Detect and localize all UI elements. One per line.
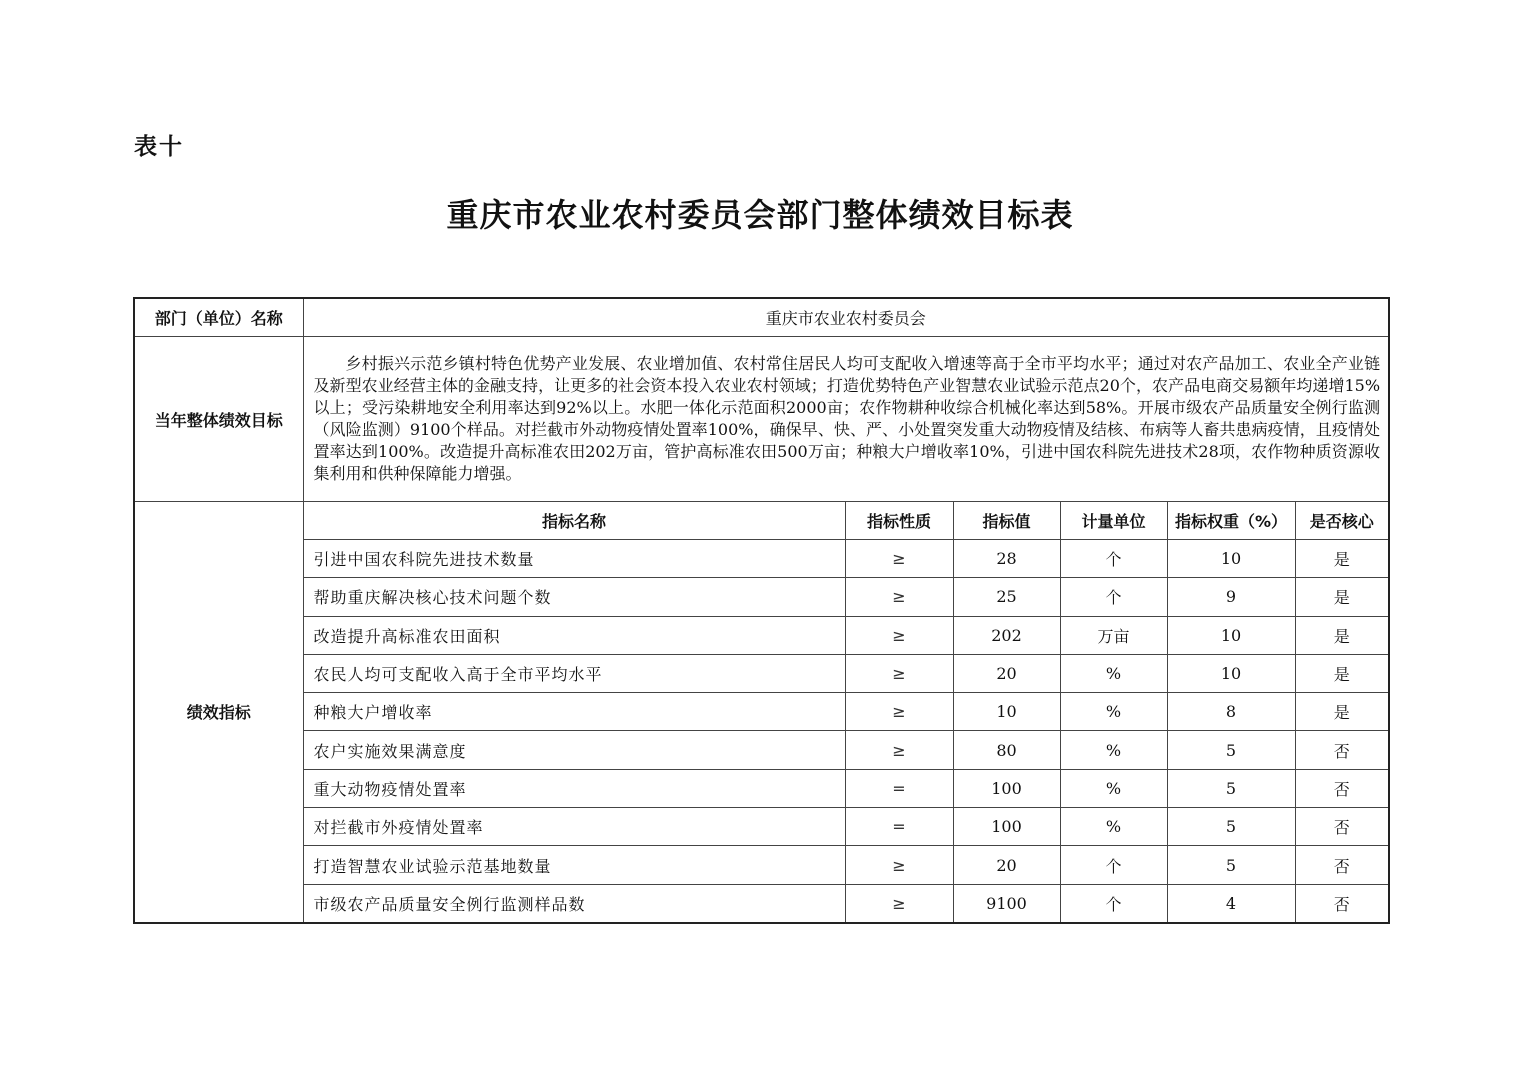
indicator-value: 100 — [953, 808, 1060, 846]
indicator-name: 引进中国农科院先进技术数量 — [303, 540, 845, 578]
table-number: 表十 — [134, 134, 184, 160]
indicator-core: 是 — [1295, 540, 1389, 578]
indicator-nature: ≥ — [845, 693, 953, 731]
indicator-nature: ≥ — [845, 884, 953, 923]
table-row — [134, 616, 1389, 654]
indicator-unit: 个 — [1060, 884, 1167, 923]
indicator-unit: % — [1060, 769, 1167, 807]
indicator-name: 对拦截市外疫情处置率 — [303, 808, 845, 846]
indicator-core: 否 — [1295, 808, 1389, 846]
indicator-core: 否 — [1295, 731, 1389, 769]
indicator-nature: ≥ — [845, 578, 953, 616]
indicator-core: 是 — [1295, 578, 1389, 616]
header-value: 指标值 — [953, 502, 1060, 540]
indicator-value: 9100 — [953, 884, 1060, 923]
indicator-core: 是 — [1295, 693, 1389, 731]
indicator-name: 种粮大户增收率 — [303, 693, 845, 731]
indicator-weight: 5 — [1167, 846, 1295, 884]
indicator-weight: 5 — [1167, 731, 1295, 769]
header-core: 是否核心 — [1295, 502, 1389, 540]
indicator-nature: ≥ — [845, 654, 953, 692]
indicator-name: 农户实施效果满意度 — [303, 731, 845, 769]
table-row — [134, 769, 1389, 807]
indicator-name: 打造智慧农业试验示范基地数量 — [303, 846, 845, 884]
indicator-weight: 5 — [1167, 808, 1295, 846]
dept-value: 重庆市农业农村委员会 — [303, 298, 1389, 337]
indicator-weight: 9 — [1167, 578, 1295, 616]
table-row — [134, 846, 1389, 884]
indicator-nature: = — [845, 769, 953, 807]
indicator-name: 农民人均可支配收入高于全市平均水平 — [303, 654, 845, 692]
dept-row — [134, 298, 1389, 337]
indicator-unit: % — [1060, 731, 1167, 769]
indicator-core: 否 — [1295, 884, 1389, 923]
indicator-weight: 8 — [1167, 693, 1295, 731]
header-name: 指标名称 — [303, 502, 845, 540]
indicator-value: 28 — [953, 540, 1060, 578]
dept-label: 部门（单位）名称 — [134, 298, 303, 337]
indicator-value: 25 — [953, 578, 1060, 616]
goal-text: 乡村振兴示范乡镇村特色优势产业发展、农业增加值、农村常住居民人均可支配收入增速等高于全市平均水平；通过对农产品加工、农业全产业链及新型农业经营主体的金融支持，让更多的社会资本投入农业农村领域；打造优势特色产业智慧农业试验示范点20个，农产品电商交易额年均递增15%以上；受污染耕地安全利用率达到92%以上。水肥一体化示范面积2000亩；农作物耕种收综合机械化率达到58%。开展市级农产品质量安全例行监测（风险监测）9100个样品。对拦截市外动物疫情处置率100%，确保早、快、严、小处置突发重大动物疫情及结核、布病等人畜共患病疫情，且疫情处置率达到100%。改造提升高标准农田202万亩，管护高标准农田500万亩；种粮大户增收率10%，引进中国农科院先进技术28项，农作物种质资源收集利用和供种保障能力增强。 — [303, 337, 1389, 502]
indicator-weight: 10 — [1167, 654, 1295, 692]
indicator-unit: 万亩 — [1060, 616, 1167, 654]
table-row — [134, 654, 1389, 692]
indicator-weight: 10 — [1167, 616, 1295, 654]
indicator-name: 市级农产品质量安全例行监测样品数 — [303, 884, 845, 923]
indicator-name: 改造提升高标准农田面积 — [303, 616, 845, 654]
indicator-value: 10 — [953, 693, 1060, 731]
indicator-value: 100 — [953, 769, 1060, 807]
indicator-nature: = — [845, 808, 953, 846]
table-row — [134, 540, 1389, 578]
indicator-nature: ≥ — [845, 846, 953, 884]
indicator-unit: 个 — [1060, 578, 1167, 616]
table-row — [134, 693, 1389, 731]
indicator-weight: 10 — [1167, 540, 1295, 578]
indicator-nature: ≥ — [845, 616, 953, 654]
document-title: 重庆市农业农村委员会部门整体绩效目标表 — [446, 196, 1074, 234]
header-nature: 指标性质 — [845, 502, 953, 540]
indicator-weight: 4 — [1167, 884, 1295, 923]
indicator-unit: % — [1060, 808, 1167, 846]
indicator-value: 202 — [953, 616, 1060, 654]
indicator-unit: 个 — [1060, 846, 1167, 884]
table-row — [134, 731, 1389, 769]
performance-table — [133, 297, 1390, 924]
indicator-core: 是 — [1295, 616, 1389, 654]
indicator-unit: 个 — [1060, 540, 1167, 578]
goal-label: 当年整体绩效目标 — [134, 337, 303, 502]
indicator-value: 80 — [953, 731, 1060, 769]
indicators-label: 绩效指标 — [134, 502, 303, 923]
indicator-nature: ≥ — [845, 540, 953, 578]
indicator-value: 20 — [953, 846, 1060, 884]
table-row — [134, 808, 1389, 846]
indicator-value: 20 — [953, 654, 1060, 692]
indicator-unit: % — [1060, 693, 1167, 731]
indicator-header-row — [134, 502, 1389, 540]
indicator-name: 重大动物疫情处置率 — [303, 769, 845, 807]
indicator-core: 是 — [1295, 654, 1389, 692]
indicator-core: 否 — [1295, 769, 1389, 807]
header-unit: 计量单位 — [1060, 502, 1167, 540]
indicator-core: 否 — [1295, 846, 1389, 884]
indicator-weight: 5 — [1167, 769, 1295, 807]
table-row — [134, 884, 1389, 923]
table-row — [134, 578, 1389, 616]
indicator-nature: ≥ — [845, 731, 953, 769]
indicator-unit: % — [1060, 654, 1167, 692]
indicator-name: 帮助重庆解决核心技术问题个数 — [303, 578, 845, 616]
goal-row — [134, 337, 1389, 502]
header-weight: 指标权重（%） — [1167, 502, 1295, 540]
